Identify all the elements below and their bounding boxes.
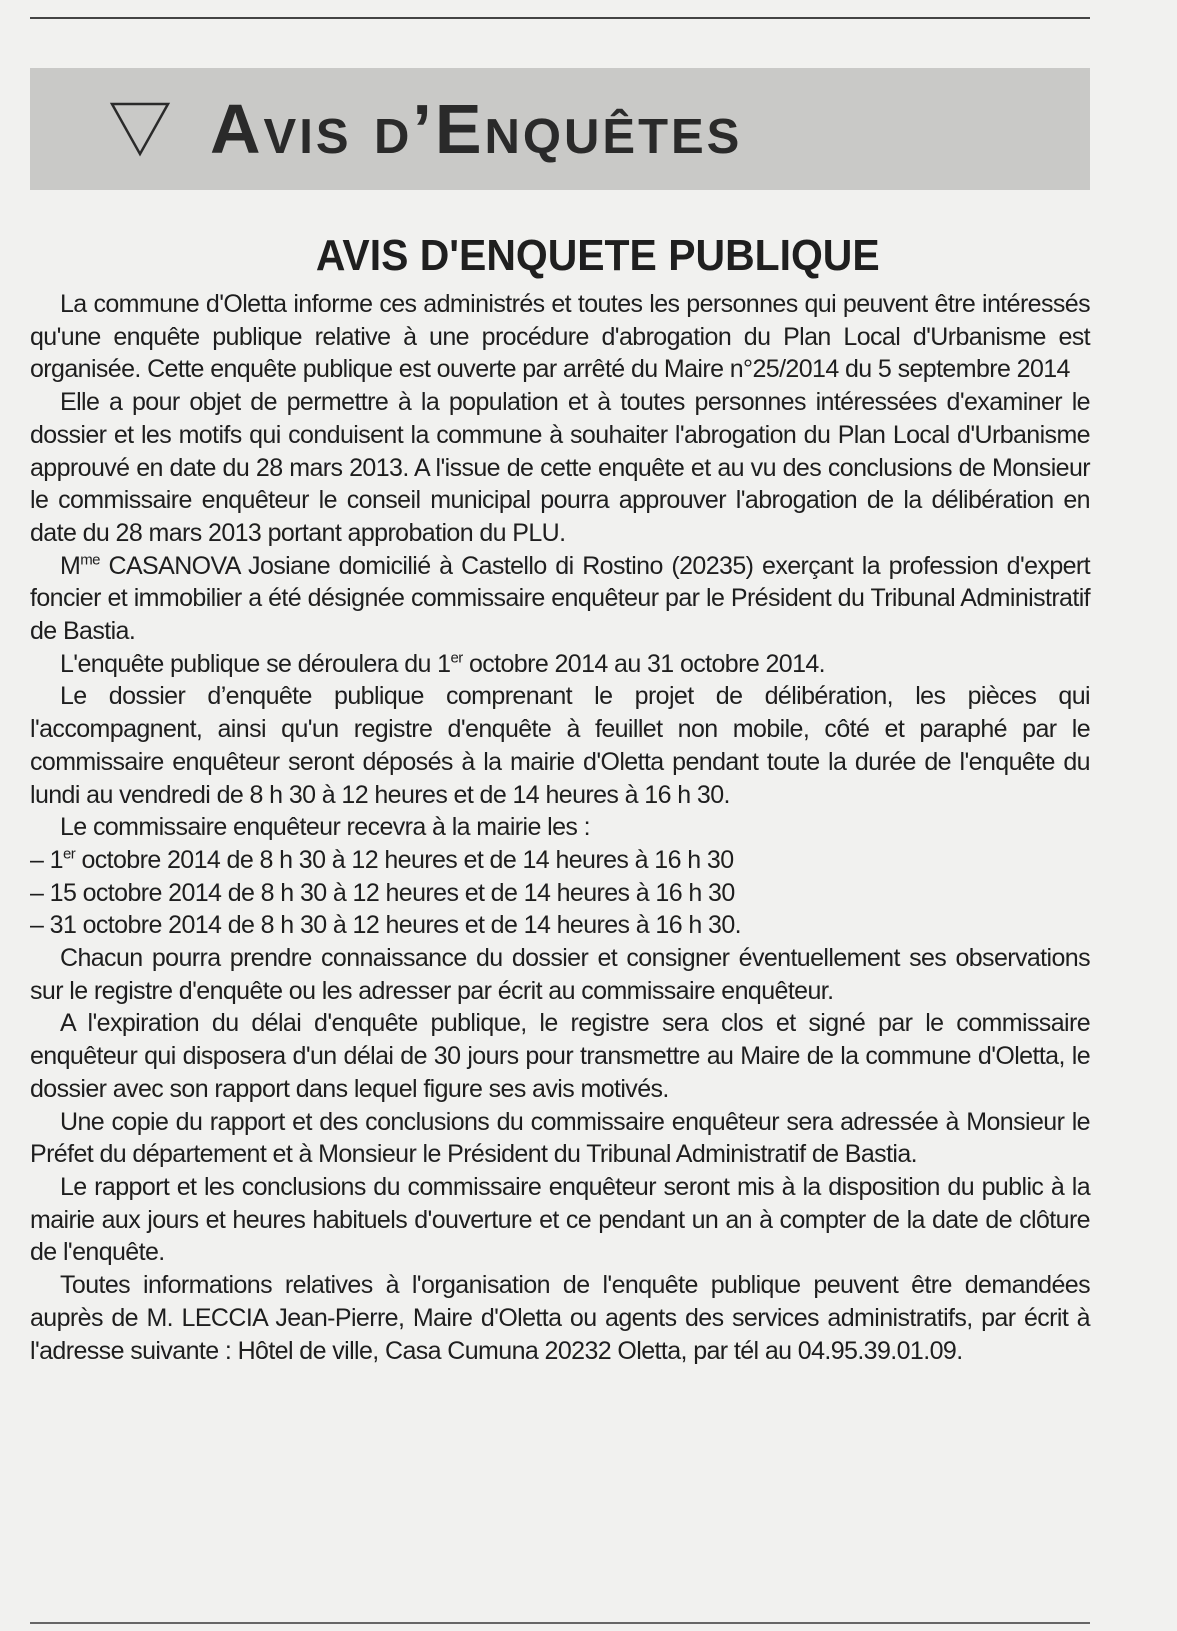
paragraph-text: octobre 2014 au 31 octobre 2014. (462, 649, 826, 678)
paragraph: Une copie du rapport et des conclusions du commissaire enquêteur sera adressée à Monsieur le Préfet du département et à Monsieur le Président du Tribunal Administratif de Bastia. (30, 1107, 1090, 1169)
ordinal-sup: er (450, 649, 463, 667)
notice-title: AVIS D'ENQUETE PUBLIQUE (315, 231, 880, 280)
list-item: – 31 octobre 2014 de 8 h 30 à 12 heures et de 14 heures à 16 h 30. (30, 911, 741, 940)
paragraph: Toutes informations relatives à l'organisation de l'enquête publique peuvent être demandées auprès de M. LECCIA Jean-Pierre, Maire d'Oletta ou agents des services administratifs, par écrit à l'adresse suivante : Hôtel de ville, Casa Cumuna 20232 Oletta, par tél au 04.95.39.01.09. (30, 1271, 1090, 1365)
section-banner (30, 68, 1090, 190)
paragraph-text: L'enquête publique se déroulera du 1 (60, 649, 451, 678)
section-title: Avis d’Enquêtes (210, 90, 743, 168)
paragraph-text: CASANOVA Josiane domicilié à Castello di Rostino (20235) exerçant la profession d'expert foncier et immobilier a été désignée commissaire enquêteur par le Président du Tribunal Administratif de Bastia. (30, 551, 1090, 646)
list-item (30, 844, 1090, 877)
paragraph: Le rapport et les conclusions du commissaire enquêteur seront mis à la disposition du public à la mairie aux jours et heures habituels d'ouverture et ce pendant un an à compter de la date de clôture de l'enquête. (30, 1172, 1090, 1267)
paragraph (30, 550, 1090, 648)
paragraph: Chacun pourra prendre connaissance du dossier et consigner éventuellement ses observations sur le registre d'enquête ou les adresser par écrit au commissaire enquêteur. (30, 944, 1090, 1005)
paragraph (30, 648, 1090, 681)
notice-body (30, 288, 1090, 1367)
paragraph: Elle a pour objet de permettre à la population et à toutes personnes intéressées d'examiner le dossier et les motifs qui conduisent la commune à souhaiter l'abrogation du Plan Local d'Urbanisme approuvé en date du 28 mars 2013. A l'issue de cette enquête et au vu des conclusions de Monsieur le commissaire enquêteur le conseil municipal pourra approuver l'abrogation de la délibération en date du 28 mars 2013 portant approbation du PLU. (30, 388, 1090, 547)
list-item-text: – 1 (30, 845, 63, 874)
list-item: – 15 octobre 2014 de 8 h 30 à 12 heures et de 14 heures à 16 h 30 (30, 878, 735, 907)
top-rule (30, 17, 1090, 19)
paragraph: La commune d'Oletta informe ces administrés et toutes les personnes qui peuvent être intéressés qu'une enquête publique relative à une procédure d'abrogation du Plan Local d'Urbanisme est organisée. Cette enquête publique est ouverte par arrêté du Maire n°25/2014 du 5 septembre 2014 (30, 290, 1090, 384)
paragraph: Le dossier d’enquête publique comprenant le projet de délibération, les pièces qui l'accompagnent, ainsi qu'un registre d'enquête à feuillet non mobile, côté et paraphé par le commissaire enquêteur seront déposés à la mairie d'Oletta pendant toute la durée de l'enquête du lundi au vendredi de 8 h 30 à 12 heures et de 14 heures à 16 h 30. (30, 682, 1090, 809)
ordinal-sup: er (62, 845, 76, 863)
title-abbrev: M (60, 551, 81, 580)
bottom-rule (30, 1622, 1090, 1624)
triangle-down-icon (108, 98, 172, 158)
paragraph: A l'expiration du délai d'enquête publique, le registre sera clos et signé par le commissaire enquêteur qui disposera d'un délai de 30 jours pour transmettre au Maire de la commune d'Oletta, le dossier avec son rapport dans lequel figure ses avis motivés. (30, 1009, 1090, 1103)
title-abbrev-sup: me (80, 551, 100, 569)
paragraph: Le commissaire enquêteur recevra à la mairie les : (60, 813, 590, 842)
list-item-text: octobre 2014 de 8 h 30 à 12 heures et de 14 heures à 16 h 30 (75, 845, 734, 874)
